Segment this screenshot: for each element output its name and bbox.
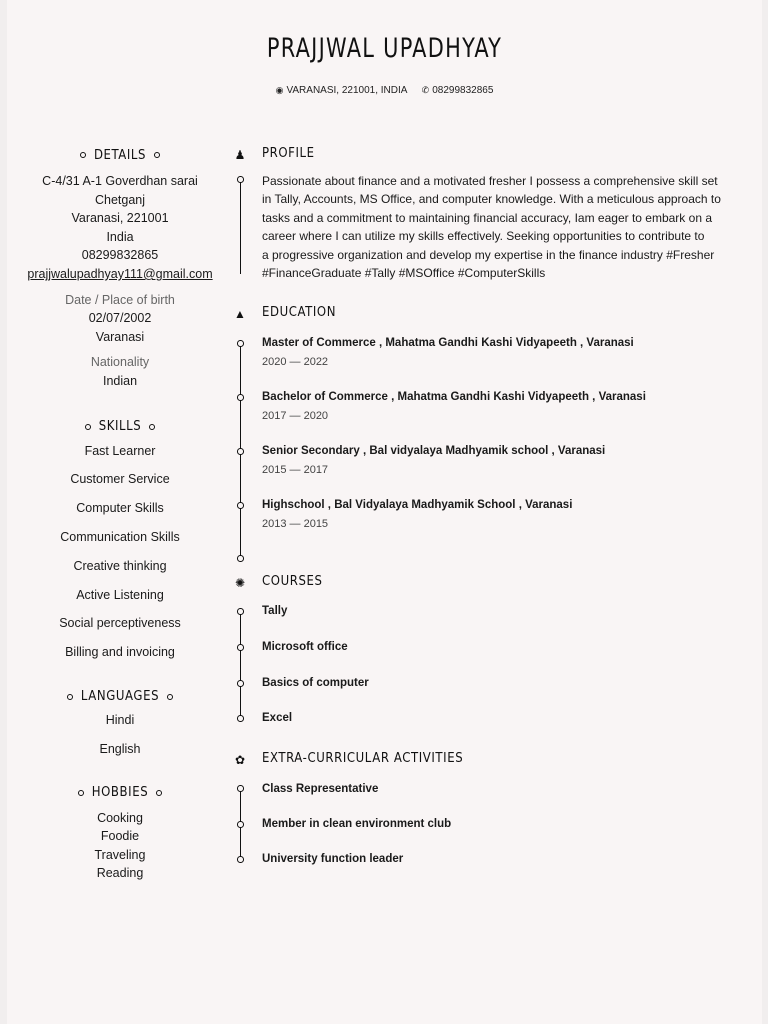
timeline-node xyxy=(237,502,244,509)
skill-item: Creative thinking xyxy=(73,558,167,573)
nationality-label: Nationality xyxy=(90,355,150,370)
timeline-node xyxy=(237,555,244,562)
languages-heading: LANGUAGES xyxy=(27,688,213,706)
sprout-icon: ✿ xyxy=(234,753,246,767)
address-line-2: Chetganj xyxy=(94,192,146,207)
dob-value: 02/07/2002 xyxy=(88,311,152,326)
timeline-line xyxy=(240,180,242,274)
bullet-icon xyxy=(149,424,155,430)
course-item: Basics of computer xyxy=(262,677,369,689)
person-icon: ♟ xyxy=(234,148,246,162)
map-pin-icon: ◉ xyxy=(275,85,284,95)
hobby-item: Foodie xyxy=(100,829,140,844)
bullet-icon xyxy=(67,694,73,700)
skill-item: Active Listening xyxy=(76,587,164,602)
details-block xyxy=(27,172,213,391)
skill-item: Customer Service xyxy=(70,472,170,487)
education-dates: 2015 — 2017 xyxy=(262,464,329,476)
contact-location xyxy=(276,85,410,96)
courses-heading: COURSES xyxy=(262,574,323,589)
education-dates: 2017 — 2020 xyxy=(262,410,329,422)
email-link[interactable]: prajjwalupadhyay111@gmail.com xyxy=(27,266,213,281)
graduation-cap-icon: ▲ xyxy=(234,307,246,321)
hobby-item: Reading xyxy=(96,866,144,881)
candidate-name: PRAJJWAL UPADHYAY xyxy=(266,33,503,64)
hobby-item: Cooking xyxy=(97,810,143,825)
course-item: Microsoft office xyxy=(262,641,348,653)
timeline-node xyxy=(237,785,244,792)
education-dates: 2013 — 2015 xyxy=(262,518,329,530)
contact-line xyxy=(7,85,762,96)
phone-icon: ✆ xyxy=(421,85,430,95)
education-degree: Master of Commerce , Mahatma Gandhi Kashi Vidyapeeth , Varanasi xyxy=(262,337,634,349)
languages-list xyxy=(27,706,213,764)
activities-heading: EXTRA-CURRICULAR ACTIVITIES xyxy=(262,751,464,766)
timeline-node xyxy=(237,715,244,722)
course-item: Tally xyxy=(262,605,288,617)
language-item: Hindi xyxy=(105,712,135,727)
activity-item: University function leader xyxy=(262,853,404,865)
bullet-icon xyxy=(167,694,173,700)
skills-heading: SKILLS xyxy=(27,418,213,436)
bullet-icon xyxy=(85,424,91,430)
address-country: India xyxy=(106,229,134,244)
timeline-node xyxy=(237,644,244,651)
skill-item: Fast Learner xyxy=(84,443,156,458)
bullet-icon xyxy=(78,790,84,796)
profile-summary: Passionate about finance and a motivated fresher I possess a comprehensive skill set in Tally, Accounts, MS Office, and computer knowledge. With a meticulous approach to tasks and a commitment to maintaining financial accuracy, Iam eager to embark on a career where I can utilize my skills effectively. Seeking opportunities to contribute to a progressive organization and develop my expertise in the finance industry #Fresher #FinanceGraduate #Tally #MSOffice #ComputerSkills xyxy=(262,174,721,281)
timeline-node xyxy=(237,680,244,687)
activity-item: Class Representative xyxy=(262,783,379,795)
timeline-line xyxy=(240,612,242,719)
timeline-node xyxy=(237,448,244,455)
timeline-node xyxy=(237,340,244,347)
bullet-icon xyxy=(80,152,86,158)
left-column xyxy=(27,146,213,883)
course-item: Excel xyxy=(262,712,293,724)
education-heading: EDUCATION xyxy=(262,305,337,320)
hobby-item: Traveling xyxy=(94,847,146,862)
location-text: VARANASI, 221001, INDIA xyxy=(286,85,407,96)
skill-item: Billing and invoicing xyxy=(65,645,175,660)
profile-heading: PROFILE xyxy=(262,146,315,161)
timeline-node xyxy=(237,176,244,183)
details-phone: 08299832865 xyxy=(81,248,159,263)
nationality-value: Indian xyxy=(102,373,138,388)
timeline-node xyxy=(237,608,244,615)
address-city: Varanasi, 221001 xyxy=(71,211,169,226)
education-dates: 2020 — 2022 xyxy=(262,356,329,368)
activity-item: Member in clean environment club xyxy=(262,818,452,830)
birth-place: Varanasi xyxy=(95,329,145,344)
timeline-node xyxy=(237,856,244,863)
skill-item: Computer Skills xyxy=(76,501,164,516)
timeline-node xyxy=(237,821,244,828)
contact-phone xyxy=(422,85,494,96)
education-degree: Highschool , Bal Vidyalaya Madhyamik School , Varanasi xyxy=(262,499,573,511)
hobbies-list xyxy=(27,809,213,883)
skill-item: Social perceptiveness xyxy=(59,616,181,631)
timeline-node xyxy=(237,394,244,401)
education-degree: Senior Secondary , Bal vidyalaya Madhyamik school , Varanasi xyxy=(262,445,606,457)
skill-item: Communication Skills xyxy=(60,529,180,544)
skills-list xyxy=(27,437,213,667)
language-item: English xyxy=(99,741,141,756)
dob-label: Date / Place of birth xyxy=(65,292,175,307)
education-degree: Bachelor of Commerce , Mahatma Gandhi Kashi Vidyapeeth , Varanasi xyxy=(262,391,646,403)
details-heading: DETAILS xyxy=(27,146,213,164)
address-line-1: C-4/31 A-1 Goverdhan sarai xyxy=(42,174,198,188)
hobbies-heading: HOBBIES xyxy=(27,784,213,802)
bullet-icon xyxy=(156,790,162,796)
resume-page xyxy=(7,0,762,1024)
badge-icon: ✺ xyxy=(234,576,246,590)
bullet-icon xyxy=(154,152,160,158)
phone-text: 08299832865 xyxy=(432,85,494,96)
